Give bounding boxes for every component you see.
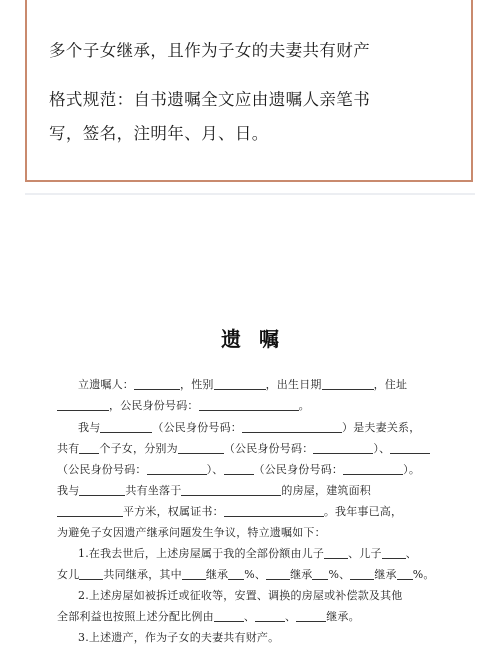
- blank-share-3[interactable]: [397, 568, 413, 580]
- text: %、: [328, 568, 351, 581]
- will-line-id: [57, 397, 310, 413]
- info-box: [25, 0, 473, 182]
- text: （公民身份号码：: [152, 421, 243, 434]
- text: 我与: [78, 421, 101, 434]
- text: 个子女，分别为: [99, 442, 178, 455]
- blank-child-2-id[interactable]: [147, 463, 207, 475]
- text: 、: [243, 610, 256, 623]
- blank-child-2[interactable]: [390, 442, 430, 454]
- blank-heir-3[interactable]: [350, 568, 374, 580]
- text: ）是夫妻关系，: [342, 421, 421, 434]
- blank-child-3[interactable]: [224, 463, 254, 475]
- will-clause-1: [78, 545, 417, 561]
- will-line-area: [57, 503, 402, 519]
- blank-son-2[interactable]: [382, 547, 406, 559]
- blank-count[interactable]: [79, 442, 99, 454]
- text: ，公民身份号码：: [109, 399, 199, 412]
- will-line-children: [57, 440, 430, 456]
- blank-son-1[interactable]: [324, 547, 348, 559]
- will-line-spouse: [78, 419, 420, 435]
- text: 全部利益也按照上述分配比例由: [57, 610, 214, 623]
- text: （公民身份号码：: [223, 442, 314, 455]
- text: 继承: [205, 568, 229, 581]
- text: 共同继承，其中: [103, 568, 182, 581]
- blank-heir-a[interactable]: [214, 610, 244, 622]
- text: 继承: [290, 568, 313, 581]
- text: 平方米，权属证书：: [123, 505, 224, 518]
- blank-birthdate[interactable]: [322, 378, 374, 390]
- will-title: 遗嘱: [221, 327, 297, 351]
- will-clause-1-shares: [57, 566, 435, 582]
- blank-gender[interactable]: [214, 378, 266, 390]
- blank-area[interactable]: [57, 505, 123, 517]
- blank-co-owner[interactable]: [79, 484, 125, 496]
- blank-heir-c[interactable]: [296, 610, 326, 622]
- text: 继承。: [326, 610, 360, 623]
- text: 、: [285, 610, 297, 623]
- blank-spouse-id[interactable]: [242, 421, 342, 433]
- blank-share-1[interactable]: [228, 568, 244, 580]
- text: （公民身份号码：: [253, 463, 344, 476]
- text: 继承: [374, 568, 397, 581]
- info-line-2: 格式规范：自书遗嘱全文应由遗嘱人亲笔书: [49, 90, 371, 109]
- text: 、: [405, 547, 417, 560]
- blank-share-2[interactable]: [312, 568, 328, 580]
- blank-address[interactable]: [57, 399, 109, 411]
- text: 共有坐落于: [125, 484, 182, 497]
- blank-id[interactable]: [199, 399, 299, 411]
- text: ，出生日期: [265, 378, 322, 391]
- will-line-children-2: [57, 461, 420, 477]
- blank-name[interactable]: [134, 378, 180, 390]
- blank-child-1-id[interactable]: [313, 442, 373, 454]
- text: 我与: [57, 484, 80, 497]
- will-clause-3: 3.上述遗产，作为子女的夫妻共有财产。: [78, 631, 280, 644]
- blank-child-1[interactable]: [178, 442, 224, 454]
- blank-child-3-id[interactable]: [343, 463, 403, 475]
- text: 、儿子: [348, 547, 382, 560]
- text: ）、: [373, 442, 391, 455]
- text: 女儿: [57, 568, 80, 581]
- text: 立遗嘱人：: [78, 378, 134, 391]
- text: 的房屋，建筑面积: [281, 484, 372, 497]
- text: 1.在我去世后，上述房屋属于我的全部份额由儿子: [78, 547, 325, 560]
- will-clause-2: 2.上述房屋如被拆迁或征收等，安置、调换的房屋或补偿款及其他: [78, 589, 403, 602]
- text: ）。: [403, 463, 421, 476]
- blank-spouse[interactable]: [100, 421, 152, 433]
- info-line-1: 多个子女继承，且作为子女的夫妻共有财产: [49, 41, 371, 60]
- text: （公民身份号码：: [57, 463, 147, 476]
- will-line-property: [57, 482, 371, 498]
- blank-daughter[interactable]: [79, 568, 103, 580]
- blank-location[interactable]: [181, 484, 281, 496]
- will-document: [0, 195, 500, 667]
- text: %。: [412, 568, 435, 581]
- will-line-testator: [78, 376, 407, 392]
- info-line-3: 写，签名，注明年、月、日。: [49, 124, 269, 143]
- text: ，性别: [180, 378, 214, 391]
- text: %、: [244, 568, 267, 581]
- blank-heir-2[interactable]: [266, 568, 290, 580]
- text: ，住址: [373, 378, 408, 391]
- blank-heir-1[interactable]: [182, 568, 206, 580]
- text: 。: [298, 399, 310, 412]
- will-line-purpose: 为避免子女因遗产继承问题发生争议，特立遗嘱如下：: [57, 526, 326, 539]
- text: 共有: [57, 442, 80, 455]
- will-clause-2-heirs: [57, 608, 360, 624]
- text: 。我年事已高，: [323, 505, 403, 518]
- blank-heir-b[interactable]: [255, 610, 285, 622]
- text: ）、: [206, 463, 224, 476]
- blank-certificate[interactable]: [224, 505, 324, 517]
